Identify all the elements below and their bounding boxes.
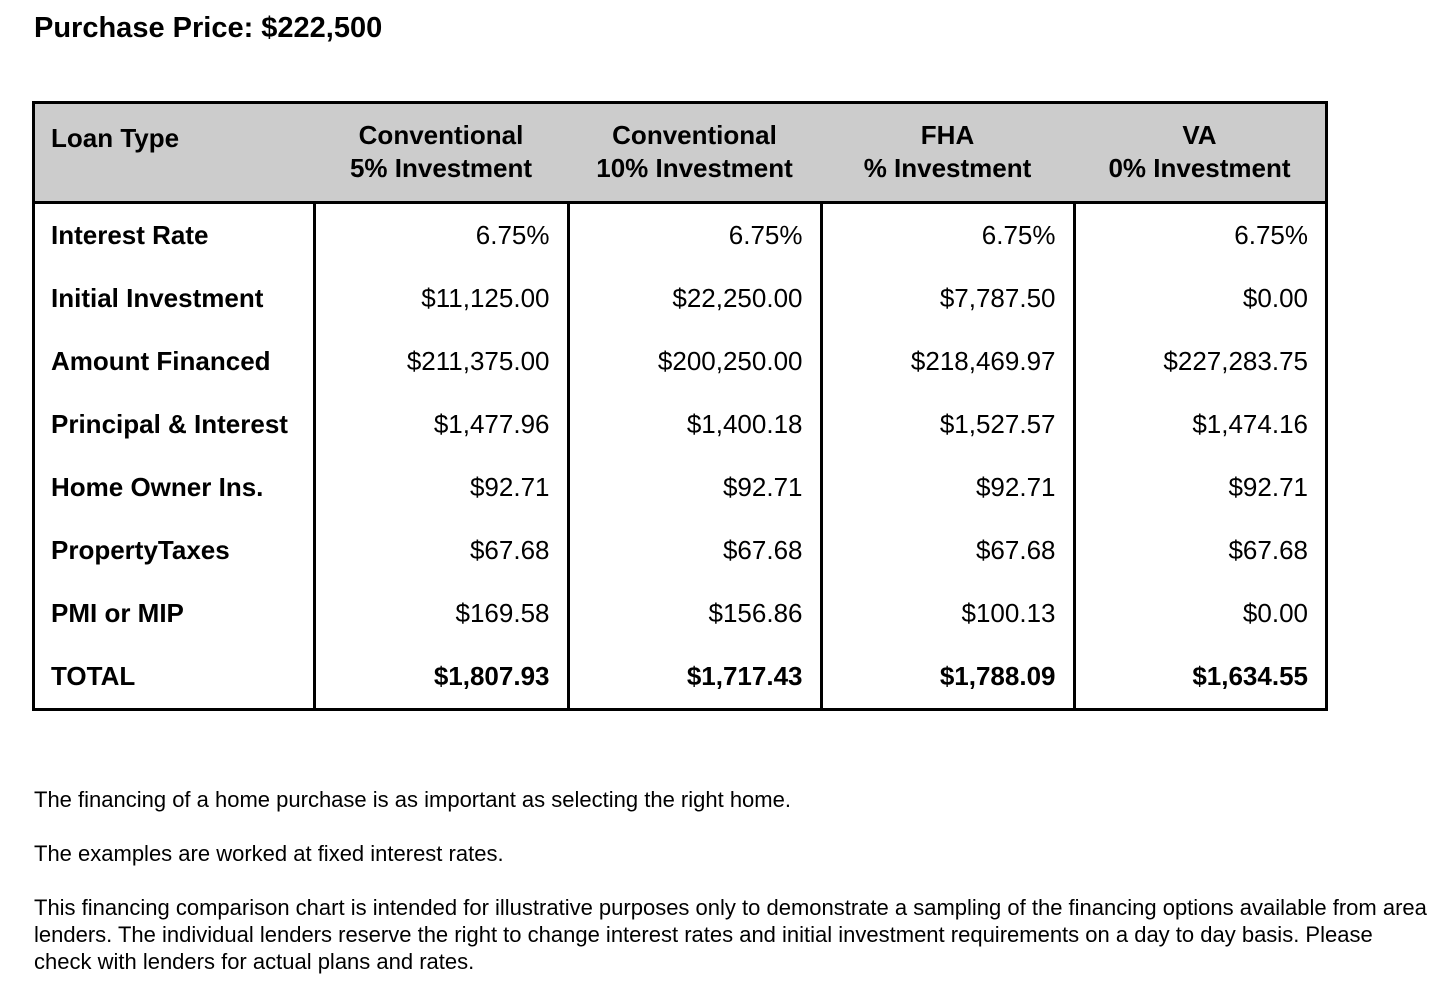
- note-paragraph: This financing comparison chart is intended for illustrative purposes only to demonstrate a sampling of the financing options available from area lenders. The individual lenders reserve the right to change interest rates and initial investment requirements on a day to day basis. Please check with lenders for actual plans and rates.: [34, 895, 1427, 974]
- table-row-home-owner-ins: [35, 456, 1325, 519]
- cell-value: $7,787.50: [821, 267, 1074, 330]
- cell-value: $1,807.93: [314, 645, 568, 708]
- cell-value: 6.75%: [821, 202, 1074, 267]
- note-paragraph: The examples are worked at fixed interest rates.: [34, 841, 504, 866]
- row-label: Principal & Interest: [51, 409, 288, 440]
- table-row-principal-interest: [35, 393, 1325, 456]
- table-row-property-taxes: [35, 519, 1325, 582]
- header-conventional-10: [568, 104, 821, 202]
- header-line-1: FHA: [920, 120, 975, 151]
- header-line-2: % Investment: [863, 153, 1032, 184]
- cell-value: $1,474.16: [1074, 393, 1325, 456]
- row-label: PMI or MIP: [51, 598, 184, 629]
- row-label: Amount Financed: [51, 346, 271, 377]
- header-fha: [821, 104, 1074, 202]
- cell-value: $11,125.00: [314, 267, 568, 330]
- cell-value: $92.71: [314, 456, 568, 519]
- loan-comparison-table: [32, 101, 1328, 711]
- cell-value: $156.86: [568, 582, 821, 645]
- cell-value: $0.00: [1074, 267, 1325, 330]
- cell-value: $1,400.18: [568, 393, 821, 456]
- cell-value: $1,527.57: [821, 393, 1074, 456]
- header-loan-type: Loan Type: [35, 104, 314, 202]
- header-line-1: Conventional: [612, 120, 777, 151]
- table-row-total: [35, 645, 1325, 708]
- loan-table: [35, 104, 1325, 708]
- header-line-2: 5% Investment: [349, 153, 533, 184]
- cell-value: $227,283.75: [1074, 330, 1325, 393]
- cell-value: $1,477.96: [314, 393, 568, 456]
- row-label: Interest Rate: [51, 220, 209, 251]
- cell-value: $22,250.00: [568, 267, 821, 330]
- disclaimer-notes: [34, 786, 1434, 975]
- cell-value: 6.75%: [314, 202, 568, 267]
- cell-value: 6.75%: [568, 202, 821, 267]
- cell-value: $169.58: [314, 582, 568, 645]
- header-conventional-5: [314, 104, 568, 202]
- table-row-amount-financed: [35, 330, 1325, 393]
- cell-value: $211,375.00: [314, 330, 568, 393]
- cell-value: $218,469.97: [821, 330, 1074, 393]
- cell-value: $92.71: [568, 456, 821, 519]
- cell-value: $100.13: [821, 582, 1074, 645]
- cell-value: $0.00: [1074, 582, 1325, 645]
- header-line-1: Conventional: [358, 120, 524, 151]
- cell-value: $67.68: [314, 519, 568, 582]
- note-paragraph: The financing of a home purchase is as important as selecting the right home.: [34, 787, 791, 812]
- row-label: Initial Investment: [51, 283, 264, 314]
- table-row-pmi-mip: [35, 582, 1325, 645]
- cell-value: $92.71: [821, 456, 1074, 519]
- table-row-initial-investment: [35, 267, 1325, 330]
- cell-value: 6.75%: [1074, 202, 1325, 267]
- cell-value: $200,250.00: [568, 330, 821, 393]
- header-va: [1074, 104, 1325, 202]
- header-line-2: 10% Investment: [596, 153, 793, 184]
- header-line-1: VA: [1182, 120, 1217, 151]
- table-header-row: [35, 104, 1325, 202]
- cell-value: $67.68: [1074, 519, 1325, 582]
- cell-value: $67.68: [568, 519, 821, 582]
- table-row-interest-rate: [35, 202, 1325, 267]
- cell-value: $1,788.09: [821, 645, 1074, 708]
- page-title: Purchase Price: $222,500: [34, 12, 383, 44]
- cell-value: $1,634.55: [1074, 645, 1325, 708]
- row-label: TOTAL: [51, 661, 136, 692]
- cell-value: $67.68: [821, 519, 1074, 582]
- header-line-2: 0% Investment: [1108, 153, 1291, 184]
- row-label: Home Owner Ins.: [51, 472, 264, 503]
- cell-value: $92.71: [1074, 456, 1325, 519]
- cell-value: $1,717.43: [568, 645, 821, 708]
- row-label: PropertyTaxes: [51, 535, 230, 566]
